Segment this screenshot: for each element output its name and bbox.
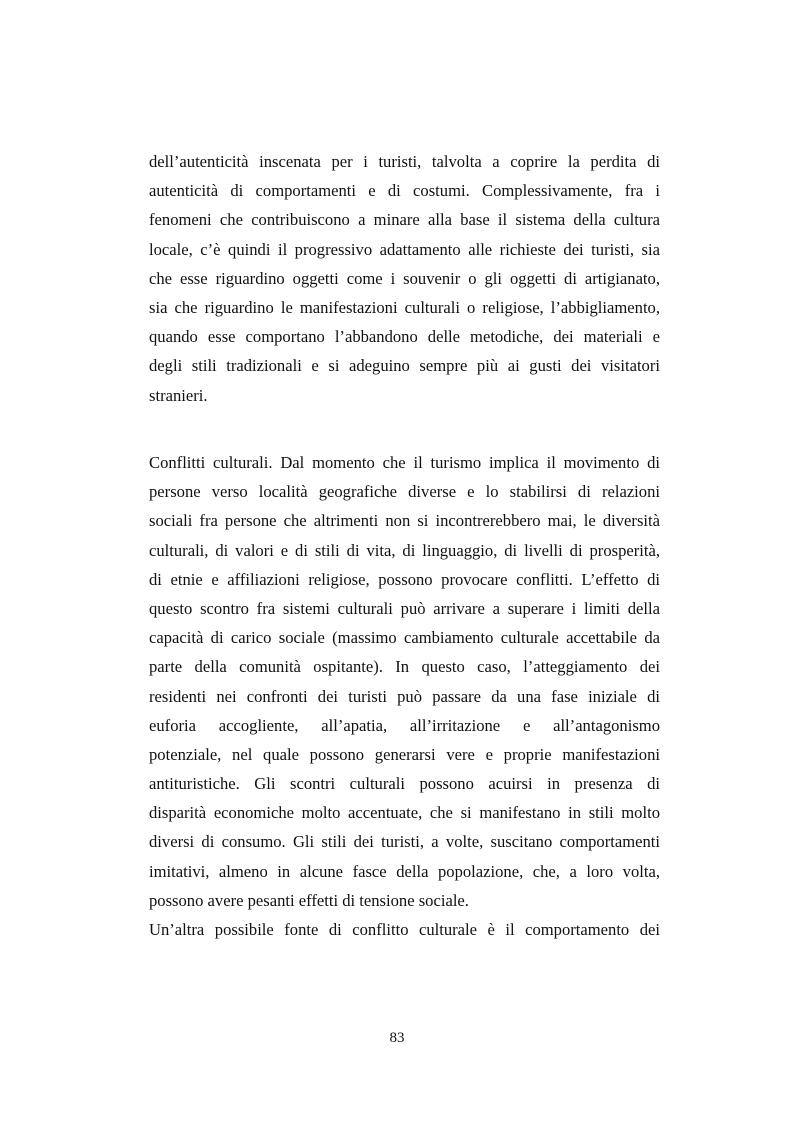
text-line: di etnie e affiliazioni religiose, possono provocare conflitti. L’effetto di bbox=[149, 569, 660, 589]
page-number: 83 bbox=[389, 1030, 405, 1046]
text-line: sociali fra persone che altrimenti non si incontrerebbero mai, le diversità bbox=[149, 511, 660, 531]
text-line: che esse riguardino oggetti come i souvenir o gli oggetti di artigianato, bbox=[149, 268, 660, 288]
text-line: dell’autenticità inscenata per i turisti, talvolta a coprire la perdita di bbox=[149, 152, 660, 171]
text-line: disparità economiche molto accentuate, che si manifestano in stili molto bbox=[149, 803, 660, 823]
text-line: potenziale, nel quale possono generarsi vere e proprie manifestazioni bbox=[149, 744, 660, 764]
text-line: capacità di carico sociale (massimo cambiamento culturale accettabile da bbox=[149, 628, 660, 648]
text-line: autenticità di comportamenti e di costumi. Complessivamente, fra i bbox=[149, 181, 660, 201]
text-line: euforia accogliente, all’apatia, all’irritazione e all’antagonismo bbox=[149, 715, 660, 735]
text-line: culturali, di valori e di stili di vita, di linguaggio, di livelli di prosperità, bbox=[149, 540, 660, 560]
text-line: possono avere pesanti effetti di tensione sociale. bbox=[149, 890, 469, 910]
text-line: diversi di consumo. Gli stili dei turisti, a volte, suscitano comportamenti bbox=[149, 832, 660, 852]
text-line: stranieri. bbox=[149, 385, 208, 405]
text-line: Un’altra possibile fonte di conflitto culturale è il comportamento dei bbox=[149, 920, 660, 939]
text-line: parte della comunità ospitante). In questo caso, l’atteggiamento dei bbox=[149, 657, 660, 677]
text-line: questo scontro fra sistemi culturali può arrivare a superare i limiti della bbox=[149, 598, 660, 618]
text-line: fenomeni che contribuiscono a minare alla base il sistema della cultura bbox=[149, 210, 660, 230]
text-line: antituristiche. Gli scontri culturali possono acuirsi in presenza di bbox=[149, 774, 660, 794]
text-line: residenti nei confronti dei turisti può passare da una fase iniziale di bbox=[149, 686, 660, 706]
text-line: Conflitti culturali. Dal momento che il turismo implica il movimento di bbox=[149, 453, 660, 472]
text-line: locale, c’è quindi il progressivo adattamento alle richieste dei turisti, sia bbox=[149, 239, 660, 259]
text-line: degli stili tradizionali e si adeguino sempre più ai gusti dei visitatori bbox=[149, 356, 660, 376]
paragraph-cultural-conflicts bbox=[149, 448, 660, 944]
text-line: sia che riguardino le manifestazioni culturali o religiose, l’abbigliamento, bbox=[149, 297, 660, 317]
text-line: imitativi, almeno in alcune fasce della popolazione, che, a loro volta, bbox=[149, 861, 660, 881]
text-line: persone verso località geografiche diverse e lo stabilirsi di relazioni bbox=[149, 482, 660, 502]
text-line: quando esse comportano l’abbandono delle metodiche, dei materiali e bbox=[149, 327, 660, 347]
paragraph-authenticity bbox=[149, 147, 660, 410]
